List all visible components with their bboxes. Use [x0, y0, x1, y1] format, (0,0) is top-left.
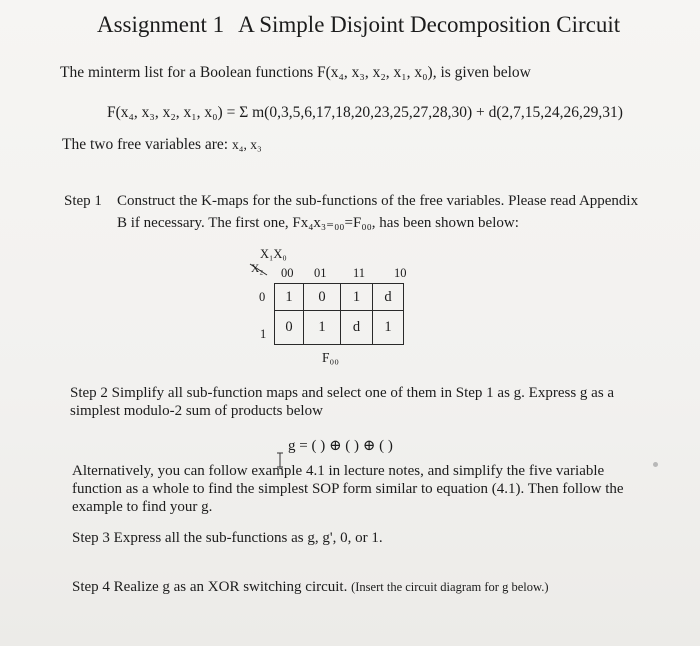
step3-text: Step 3 Express all the sub-functions as g, g', 0, or 1.: [72, 530, 383, 546]
step4-note: (Insert the circuit diagram for g below.): [351, 580, 549, 594]
kmap-row: [275, 284, 404, 311]
step1-text-line2: B if necessary. The first one, Fx₄x₃₌₀₀=F₀₀, has been shown below:: [117, 215, 519, 231]
alternative-text-line3: example to find your g.: [72, 499, 213, 515]
step1-label: Step 1: [64, 193, 102, 209]
kmap-grid: [274, 283, 404, 345]
kmap-cell: 1: [373, 311, 404, 345]
alternative-text-line2: function as a whole to find the simplest SOP form similar to equation (4.1). Then follow the: [72, 481, 624, 497]
function-formula: F(x₄, x₃, x₂, x₁, x₀) = Σ m(0,3,5,6,17,18,20,23,25,27,28,30) + d(2,7,15,24,26,29,31): [107, 104, 623, 121]
kmap-col-header: 01: [314, 266, 327, 280]
kmap-cell: 1: [275, 284, 304, 311]
free-variables-value: x₄, x₃: [231, 137, 262, 152]
kmap-cell: 1: [341, 284, 373, 311]
alternative-text-line1: Alternatively, you can follow example 4.1 in lecture notes, and simplify the five variable: [72, 463, 605, 479]
free-variables: [62, 136, 262, 154]
kmap-col-header: 11: [353, 266, 366, 280]
page-title: [97, 12, 620, 38]
kmap-cell: 0: [304, 284, 341, 311]
paper-speck: [653, 462, 658, 467]
g-expression-template: g = ( ) ⊕ ( ) ⊕ ( ): [288, 438, 393, 454]
step4-main: Step 4 Realize g as an XOR switching circuit.: [72, 579, 348, 595]
free-variables-label: The two free variables are:: [62, 136, 229, 153]
kmap-col-header: 10: [394, 266, 407, 280]
step2-text-line1: Step 2 Simplify all sub-function maps and select one of them in Step 1 as g. Express g as a: [70, 385, 615, 401]
kmap-row-header: 0: [259, 290, 266, 304]
kmap-cell: d: [373, 284, 404, 311]
step1-text-line1: Construct the K-maps for the sub-functions of the free variables. Please read Appendix: [117, 193, 639, 209]
kmap-cell: 1: [304, 311, 341, 345]
kmap-row-header: 1: [260, 327, 267, 341]
kmap-col-header: 00: [281, 266, 294, 280]
kmap-caption: F₀₀: [322, 350, 339, 365]
step4-text: [72, 579, 549, 596]
kmap-row: [275, 311, 404, 345]
kmap-cell: 0: [275, 311, 304, 345]
step2-text-line2: simplest modulo-2 sum of products below: [70, 403, 323, 419]
kmap-column-variable: X₁X₀: [260, 247, 287, 261]
kmap-cell: d: [341, 311, 373, 345]
kmap-row-variable: X₂: [251, 263, 264, 275]
intro-text: The minterm list for a Boolean functions F(x₄, x₃, x₂, x₁, x₀), is given below: [60, 64, 531, 81]
title-subject: A Simple Disjoint Decomposition Circuit: [238, 12, 621, 37]
title-assignment: Assignment 1: [97, 12, 225, 37]
